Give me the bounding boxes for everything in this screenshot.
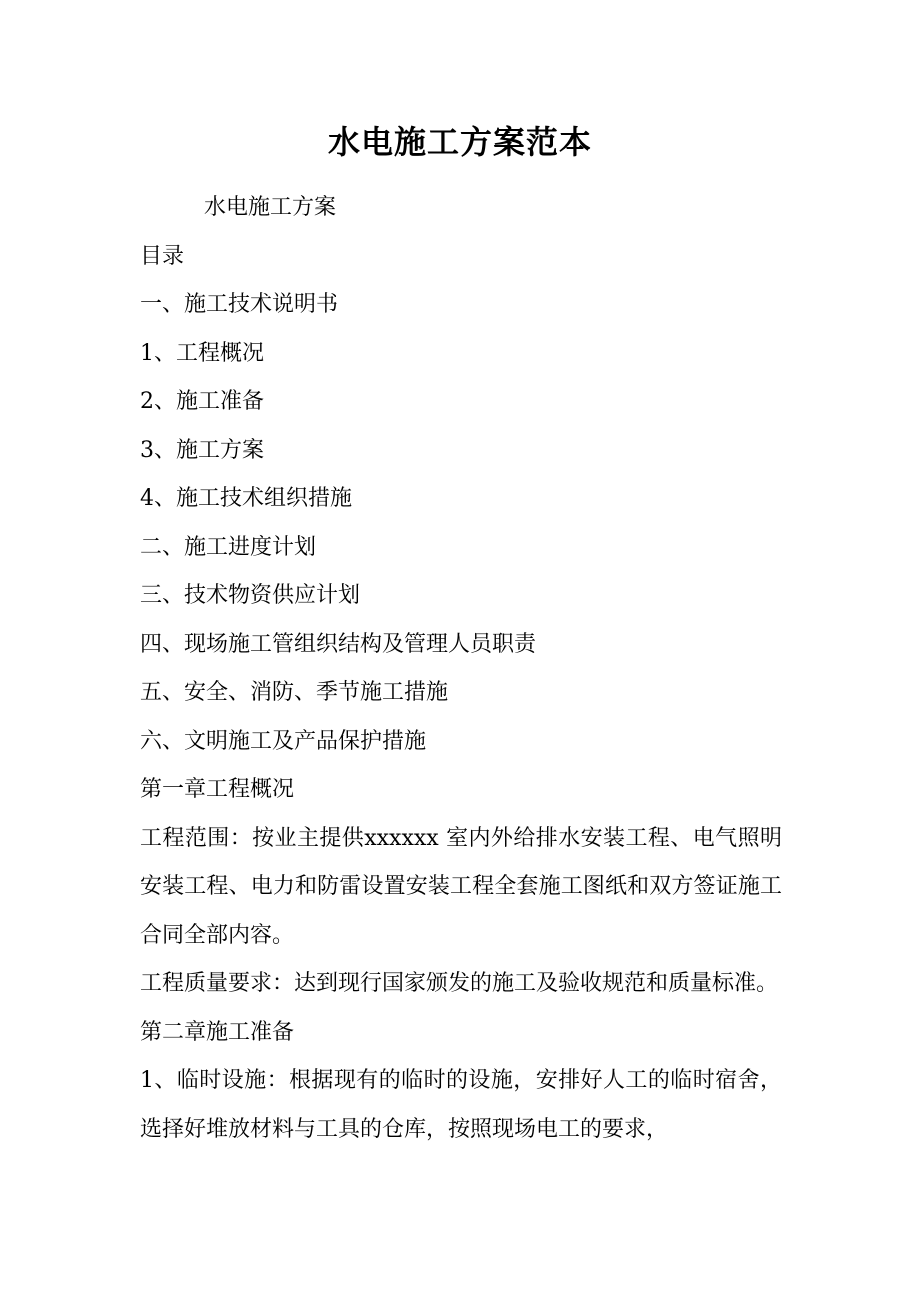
chapter-1-heading: 第一章工程概况 (140, 777, 295, 802)
toc-item: 2、施工准备 (140, 389, 264, 414)
toc-item: 三、技术物资供应计划 (140, 583, 361, 608)
toc-item: 二、施工进度计划 (140, 534, 317, 560)
toc-heading: 目录 (140, 243, 185, 269)
toc-item: 4、施工技术组织措施 (140, 486, 352, 511)
scope-paragraph: 工程范围：按业主提供xxxxxx 室内外给排水安装工程、电气照明安装工程、电力和防雷设置安装工程全套施工图纸和双方签证施工合同全部内容。 (140, 825, 782, 948)
document-body (140, 184, 782, 1154)
document-title: 水电施工方案范本 (327, 123, 592, 161)
quality-paragraph: 工程质量要求：达到现行国家颁发的施工及验收规范和质量标准。 (140, 971, 779, 996)
toc-item: 五、安全、消防、季节施工措施 (140, 680, 449, 705)
toc-item: 1、工程概况 (140, 340, 264, 366)
toc-item: 一、施工技术说明书 (140, 292, 339, 317)
document-subtitle: 水电施工方案 (204, 195, 337, 220)
chapter-2-heading: 第二章施工准备 (140, 1019, 295, 1045)
toc-item: 六、文明施工及产品保护措施 (140, 728, 427, 754)
toc-item: 四、现场施工管组织结构及管理人员职责 (140, 631, 537, 657)
facilities-paragraph: 1、临时设施：根据现有的临时的设施，安排好人工的临时宿舍，选择好堆放材料与工具的仓库，按照现场电工的要求， (140, 1068, 782, 1142)
toc-item: 3、施工方案 (140, 437, 264, 463)
